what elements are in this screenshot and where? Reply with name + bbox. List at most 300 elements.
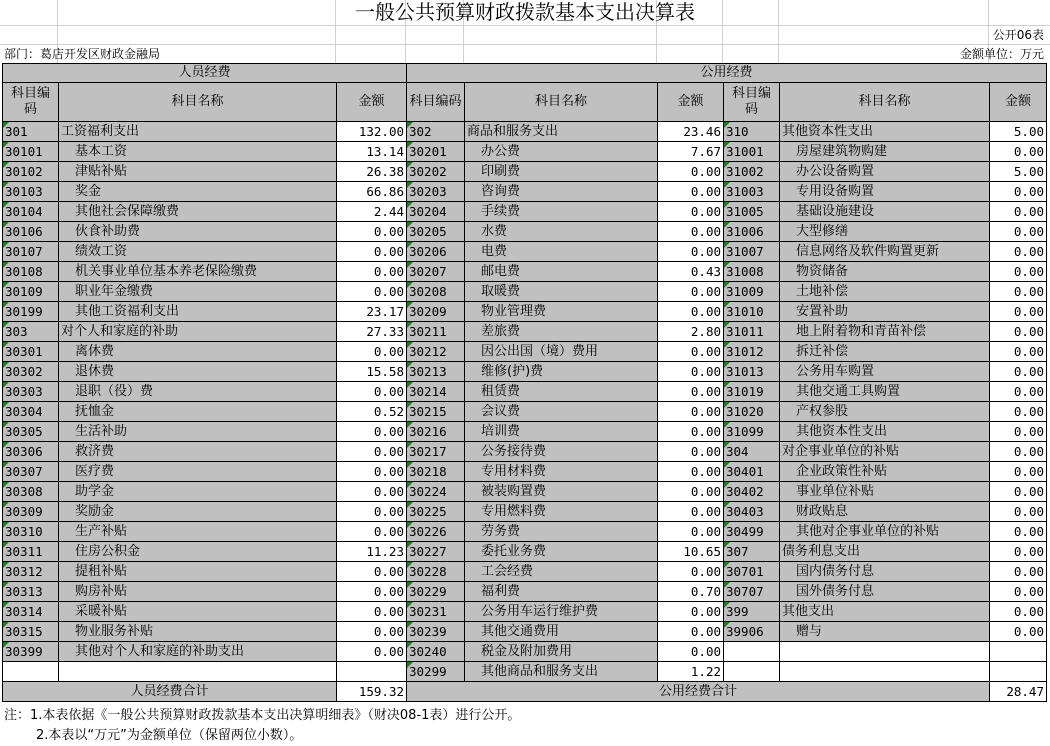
- subject-code-cell: 30203: [407, 182, 465, 202]
- subject-code-cell: [724, 662, 780, 682]
- subject-code-cell: 31013: [724, 362, 780, 382]
- amount-cell: 0.00: [658, 482, 724, 502]
- subject-name-cell: 咨询费: [465, 182, 658, 202]
- form-number: 公开06表: [992, 28, 1044, 42]
- table-row: [3, 222, 1047, 242]
- amount-cell: 0.00: [990, 442, 1047, 462]
- public-total-label: 公用经费合计: [407, 682, 990, 702]
- personnel-total-label: 人员经费合计: [3, 682, 337, 702]
- expenditure-table: [2, 63, 1047, 702]
- amount-cell: 0.00: [990, 482, 1047, 502]
- amount-cell: 2.80: [658, 322, 724, 342]
- subject-name-cell: 拆迁补偿: [780, 342, 990, 362]
- subject-code-cell: 30205: [407, 222, 465, 242]
- subject-code-cell: 30301: [3, 342, 59, 362]
- amount-cell: 0.00: [658, 462, 724, 482]
- subject-code-cell: 31001: [724, 142, 780, 162]
- subject-name-cell: 赠与: [780, 622, 990, 642]
- subject-name-cell: 邮电费: [465, 262, 658, 282]
- table-row: [3, 622, 1047, 642]
- subject-code-cell: 30101: [3, 142, 59, 162]
- subject-code-cell: 30217: [407, 442, 465, 462]
- report-title: 一般公共预算财政拨款基本支出决算表: [355, 0, 695, 24]
- subject-name-cell: 工资福利支出: [59, 122, 337, 142]
- subject-name-cell: 劳务费: [465, 522, 658, 542]
- subject-code-cell: 31005: [724, 202, 780, 222]
- amount-header: 金额: [658, 83, 724, 122]
- subject-code-cell: 30108: [3, 262, 59, 282]
- subject-name-cell: 企业政策性补贴: [780, 462, 990, 482]
- subject-code-cell: 30227: [407, 542, 465, 562]
- table-row: [3, 562, 1047, 582]
- subject-name-cell: 其他对企事业单位的补贴: [780, 522, 990, 542]
- amount-cell: 0.00: [658, 162, 724, 182]
- amount-cell: 0.00: [990, 622, 1047, 642]
- name-header: 科目名称: [59, 83, 337, 122]
- subject-name-cell: 其他对个人和家庭的补助支出: [59, 642, 337, 662]
- subject-code-cell: 30214: [407, 382, 465, 402]
- subject-code-cell: 30403: [724, 502, 780, 522]
- subject-name-cell: 信息网络及软件购置更新: [780, 242, 990, 262]
- amount-cell: 0.00: [337, 502, 407, 522]
- amount-cell: 0.00: [990, 262, 1047, 282]
- amount-cell: 66.86: [337, 182, 407, 202]
- subject-name-cell: 专用材料费: [465, 462, 658, 482]
- amount-cell: 0.00: [990, 242, 1047, 262]
- subject-name-cell: 专用燃料费: [465, 502, 658, 522]
- subject-code-cell: 30305: [3, 422, 59, 442]
- amount-cell: 0.00: [337, 222, 407, 242]
- amount-cell: 5.00: [990, 122, 1047, 142]
- code-header: 科目编码: [3, 83, 59, 122]
- amount-cell: 0.00: [990, 402, 1047, 422]
- amount-cell: 0.00: [990, 222, 1047, 242]
- amount-cell: 13.14: [337, 142, 407, 162]
- subject-code-cell: 30707: [724, 582, 780, 602]
- subject-name-cell: 手续费: [465, 202, 658, 222]
- subject-name-cell: 基础设施建设: [780, 202, 990, 222]
- table-row: [3, 502, 1047, 522]
- subject-code-cell: 307: [724, 542, 780, 562]
- code-header: 科目编码: [407, 83, 465, 122]
- subject-code-cell: [3, 662, 59, 682]
- table-row: [3, 202, 1047, 222]
- subject-code-cell: 31003: [724, 182, 780, 202]
- amount-cell: 0.00: [337, 422, 407, 442]
- subject-name-cell: 工会经费: [465, 562, 658, 582]
- subject-name-cell: 电费: [465, 242, 658, 262]
- subject-code-cell: 30312: [3, 562, 59, 582]
- subject-code-cell: 31002: [724, 162, 780, 182]
- subject-name-cell: 商品和服务支出: [465, 122, 658, 142]
- subject-name-cell: 大型修缮: [780, 222, 990, 242]
- subject-name-cell: 差旅费: [465, 322, 658, 342]
- subject-name-cell: 水费: [465, 222, 658, 242]
- table-row: [3, 642, 1047, 662]
- subject-code-cell: 30202: [407, 162, 465, 182]
- subject-code-cell: 30204: [407, 202, 465, 222]
- grid-line: [0, 25, 1050, 26]
- amount-cell: 0.00: [658, 182, 724, 202]
- amount-cell: 0.00: [337, 342, 407, 362]
- subject-name-cell: [780, 662, 990, 682]
- amount-cell: 0.00: [658, 362, 724, 382]
- subject-code-cell: 30239: [407, 622, 465, 642]
- subject-code-cell: 30304: [3, 402, 59, 422]
- table-row: [3, 382, 1047, 402]
- amount-cell: 0.00: [337, 522, 407, 542]
- subject-code-cell: 31008: [724, 262, 780, 282]
- table-row: [3, 422, 1047, 442]
- public-total-value: 28.47: [990, 682, 1047, 702]
- subject-name-cell: 生活补助: [59, 422, 337, 442]
- amount-cell: 0.70: [658, 582, 724, 602]
- amount-cell: 0.00: [658, 222, 724, 242]
- amount-cell: 0.00: [990, 322, 1047, 342]
- subject-code-cell: 39906: [724, 622, 780, 642]
- amount-cell: 0.00: [337, 642, 407, 662]
- subject-name-cell: 其他工资福利支出: [59, 302, 337, 322]
- amount-cell: 0.00: [658, 422, 724, 442]
- subject-code-cell: 31012: [724, 342, 780, 362]
- subject-code-cell: 31010: [724, 302, 780, 322]
- subject-code-cell: 30402: [724, 482, 780, 502]
- amount-cell: 0.00: [990, 602, 1047, 622]
- subject-name-cell: 伙食补助费: [59, 222, 337, 242]
- subject-name-cell: 津贴补贴: [59, 162, 337, 182]
- subject-name-cell: 会议费: [465, 402, 658, 422]
- table-row: [3, 302, 1047, 322]
- subject-name-cell: 机关事业单位基本养老保险缴费: [59, 262, 337, 282]
- amount-cell: 0.00: [658, 202, 724, 222]
- amount-cell: 0.00: [658, 442, 724, 462]
- subject-code-cell: 30207: [407, 262, 465, 282]
- amount-cell: 0.00: [990, 502, 1047, 522]
- subject-name-cell: 租赁费: [465, 382, 658, 402]
- amount-cell: 0.43: [658, 262, 724, 282]
- table-row: [3, 402, 1047, 422]
- amount-cell: 0.00: [990, 582, 1047, 602]
- subject-name-cell: 其他社会保障缴费: [59, 202, 337, 222]
- table-row: [3, 462, 1047, 482]
- amount-cell: 0.00: [337, 582, 407, 602]
- table-row: [3, 142, 1047, 162]
- subject-code-cell: [724, 642, 780, 662]
- subject-name-cell: 职业年金缴费: [59, 282, 337, 302]
- subject-name-cell: 房屋建筑物购建: [780, 142, 990, 162]
- subject-code-cell: 30103: [3, 182, 59, 202]
- subject-code-cell: 30104: [3, 202, 59, 222]
- subject-name-cell: 办公设备购置: [780, 162, 990, 182]
- subject-name-cell: 医疗费: [59, 462, 337, 482]
- subject-name-cell: 债务利息支出: [780, 542, 990, 562]
- subject-name-cell: 福利费: [465, 582, 658, 602]
- subject-code-cell: 30216: [407, 422, 465, 442]
- amount-cell: 0.00: [658, 522, 724, 542]
- subject-name-cell: 印刷费: [465, 162, 658, 182]
- amount-cell: 27.33: [337, 322, 407, 342]
- subject-code-cell: 30209: [407, 302, 465, 322]
- table-row: [3, 162, 1047, 182]
- subject-code-cell: 30240: [407, 642, 465, 662]
- subject-name-cell: 退休费: [59, 362, 337, 382]
- subject-code-cell: 31006: [724, 222, 780, 242]
- subject-name-cell: 基本工资: [59, 142, 337, 162]
- amount-cell: [990, 642, 1047, 662]
- subject-name-cell: 因公出国（境）费用: [465, 342, 658, 362]
- amount-cell: 0.00: [990, 202, 1047, 222]
- subject-code-cell: 30199: [3, 302, 59, 322]
- amount-cell: 0.00: [990, 142, 1047, 162]
- subject-name-cell: [780, 642, 990, 662]
- subject-code-cell: 302: [407, 122, 465, 142]
- subject-code-cell: 30309: [3, 502, 59, 522]
- subject-name-cell: 对企事业单位的补贴: [780, 442, 990, 462]
- subject-name-cell: 绩效工资: [59, 242, 337, 262]
- subject-name-cell: 土地补偿: [780, 282, 990, 302]
- amount-cell: 0.00: [337, 562, 407, 582]
- name-header: 科目名称: [465, 83, 658, 122]
- subject-name-cell: 国外债务付息: [780, 582, 990, 602]
- subject-code-cell: 30310: [3, 522, 59, 542]
- amount-cell: 0.00: [658, 602, 724, 622]
- amount-cell: 0.00: [337, 262, 407, 282]
- subject-name-cell: 采暖补贴: [59, 602, 337, 622]
- subject-name-cell: 物资储备: [780, 262, 990, 282]
- amount-cell: 0.00: [337, 602, 407, 622]
- subject-name-cell: 救济费: [59, 442, 337, 462]
- amount-cell: 0.00: [337, 282, 407, 302]
- subject-name-cell: 培训费: [465, 422, 658, 442]
- subject-code-cell: 304: [724, 442, 780, 462]
- amount-cell: 132.00: [337, 122, 407, 142]
- subject-name-cell: 维修(护)费: [465, 362, 658, 382]
- subject-name-cell: 奖金: [59, 182, 337, 202]
- amount-cell: 5.00: [990, 162, 1047, 182]
- subject-name-cell: 地上附着物和青苗补偿: [780, 322, 990, 342]
- subject-code-cell: 30701: [724, 562, 780, 582]
- amount-cell: 0.00: [658, 402, 724, 422]
- table-row: [3, 662, 1047, 682]
- amount-cell: 0.00: [990, 342, 1047, 362]
- subject-code-cell: 301: [3, 122, 59, 142]
- amount-cell: 11.23: [337, 542, 407, 562]
- subject-code-cell: 30201: [407, 142, 465, 162]
- subject-code-cell: 30211: [407, 322, 465, 342]
- amount-cell: 0.00: [337, 382, 407, 402]
- subject-name-cell: 奖励金: [59, 502, 337, 522]
- amount-cell: 0.00: [990, 542, 1047, 562]
- subject-code-cell: 30109: [3, 282, 59, 302]
- table-row: [3, 182, 1047, 202]
- amount-cell: 15.58: [337, 362, 407, 382]
- subject-name-cell: 事业单位补贴: [780, 482, 990, 502]
- amount-cell: 0.00: [990, 422, 1047, 442]
- amount-header: 金额: [337, 83, 407, 122]
- unit-label: 金额单位：万元: [959, 47, 1044, 61]
- amount-cell: 26.38: [337, 162, 407, 182]
- subject-name-cell: 提租补贴: [59, 562, 337, 582]
- subject-code-cell: 303: [3, 322, 59, 342]
- subject-code-cell: 30229: [407, 582, 465, 602]
- table-row: [3, 242, 1047, 262]
- amount-cell: 0.00: [990, 282, 1047, 302]
- subject-code-cell: 30215: [407, 402, 465, 422]
- subject-name-cell: 其他资本性支出: [780, 122, 990, 142]
- subject-name-cell: 物业服务补贴: [59, 622, 337, 642]
- subject-name-cell: 被装购置费: [465, 482, 658, 502]
- subject-code-cell: 30212: [407, 342, 465, 362]
- subject-code-cell: 31099: [724, 422, 780, 442]
- table-row: [3, 322, 1047, 342]
- subject-code-cell: 30225: [407, 502, 465, 522]
- amount-cell: 0.00: [337, 242, 407, 262]
- subject-name-cell: 财政贴息: [780, 502, 990, 522]
- table-row: [3, 482, 1047, 502]
- subject-name-cell: 其他支出: [780, 602, 990, 622]
- subject-code-cell: 30307: [3, 462, 59, 482]
- amount-header: 金额: [990, 83, 1047, 122]
- subject-name-cell: 公务用车购置: [780, 362, 990, 382]
- subject-name-cell: 离休费: [59, 342, 337, 362]
- subject-code-cell: 30228: [407, 562, 465, 582]
- table-row: [3, 542, 1047, 562]
- subject-name-cell: 取暖费: [465, 282, 658, 302]
- note-line-2: 2.本表以“万元”为金额单位（保留两位小数）。: [36, 728, 303, 743]
- subject-code-cell: 30401: [724, 462, 780, 482]
- subject-code-cell: 30311: [3, 542, 59, 562]
- subject-code-cell: 30106: [3, 222, 59, 242]
- subject-code-cell: 30226: [407, 522, 465, 542]
- subject-name-cell: 其他商品和服务支出: [465, 662, 658, 682]
- amount-cell: 0.00: [658, 242, 724, 262]
- subject-name-cell: 抚恤金: [59, 402, 337, 422]
- subject-name-cell: 物业管理费: [465, 302, 658, 322]
- amount-cell: 0.00: [990, 302, 1047, 322]
- subject-code-cell: 30314: [3, 602, 59, 622]
- amount-cell: 0.00: [658, 302, 724, 322]
- amount-cell: 0.00: [658, 642, 724, 662]
- subject-name-cell: 生产补贴: [59, 522, 337, 542]
- subject-code-cell: 30213: [407, 362, 465, 382]
- department-label: 部门：葛店开发区财政金融局: [4, 47, 161, 61]
- subject-name-cell: 退职（役）费: [59, 382, 337, 402]
- subject-name-cell: 委托业务费: [465, 542, 658, 562]
- amount-cell: 2.44: [337, 202, 407, 222]
- amount-cell: 0.00: [990, 462, 1047, 482]
- table-row: [3, 282, 1047, 302]
- subject-name-cell: 专用设备购置: [780, 182, 990, 202]
- table-row: [3, 582, 1047, 602]
- subject-code-cell: 31020: [724, 402, 780, 422]
- subject-code-cell: 30306: [3, 442, 59, 462]
- subject-code-cell: 30107: [3, 242, 59, 262]
- subject-code-cell: 30206: [407, 242, 465, 262]
- subject-code-cell: 30303: [3, 382, 59, 402]
- amount-cell: [337, 662, 407, 682]
- subject-code-cell: 30218: [407, 462, 465, 482]
- subject-code-cell: 30302: [3, 362, 59, 382]
- subject-code-cell: 31019: [724, 382, 780, 402]
- subject-code-cell: 31009: [724, 282, 780, 302]
- table-row: [3, 442, 1047, 462]
- subject-code-cell: 30315: [3, 622, 59, 642]
- amount-cell: 1.22: [658, 662, 724, 682]
- subject-code-cell: 30399: [3, 642, 59, 662]
- subject-code-cell: 30224: [407, 482, 465, 502]
- amount-cell: 0.00: [658, 342, 724, 362]
- subject-name-cell: [59, 662, 337, 682]
- subject-name-cell: 住房公积金: [59, 542, 337, 562]
- name-header: 科目名称: [780, 83, 990, 122]
- subject-name-cell: 其他交通费用: [465, 622, 658, 642]
- subject-name-cell: 安置补助: [780, 302, 990, 322]
- subject-name-cell: 国内债务付息: [780, 562, 990, 582]
- subject-code-cell: 31011: [724, 322, 780, 342]
- subject-code-cell: 30231: [407, 602, 465, 622]
- subject-code-cell: 31007: [724, 242, 780, 262]
- code-header: 科目编码: [724, 83, 780, 122]
- subject-code-cell: 310: [724, 122, 780, 142]
- table-row: [3, 262, 1047, 282]
- subject-name-cell: 办公费: [465, 142, 658, 162]
- amount-cell: 0.00: [658, 562, 724, 582]
- amount-cell: 0.00: [990, 182, 1047, 202]
- subject-name-cell: 税金及附加费用: [465, 642, 658, 662]
- public-section-header: 公用经费: [407, 64, 1047, 83]
- amount-cell: 0.52: [337, 402, 407, 422]
- amount-cell: 0.00: [990, 382, 1047, 402]
- amount-cell: 0.00: [337, 462, 407, 482]
- subject-code-cell: 30299: [407, 662, 465, 682]
- note-line-1: 注：1.本表依据《一般公共预算财政拨款基本支出决算明细表》（财决08-1表）进行公开。: [4, 708, 521, 723]
- table-row: [3, 122, 1047, 142]
- amount-cell: 10.65: [658, 542, 724, 562]
- amount-cell: 0.00: [658, 502, 724, 522]
- amount-cell: 23.17: [337, 302, 407, 322]
- table-row: [3, 522, 1047, 542]
- amount-cell: 0.00: [658, 382, 724, 402]
- subject-code-cell: 30499: [724, 522, 780, 542]
- subject-code-cell: 399: [724, 602, 780, 622]
- table-row: [3, 342, 1047, 362]
- amount-cell: 0.00: [337, 482, 407, 502]
- personnel-section-header: 人员经费: [3, 64, 407, 83]
- amount-cell: 0.00: [337, 622, 407, 642]
- amount-cell: 0.00: [658, 622, 724, 642]
- subject-code-cell: 30313: [3, 582, 59, 602]
- subject-code-cell: 30208: [407, 282, 465, 302]
- amount-cell: 23.46: [658, 122, 724, 142]
- subject-name-cell: 其他资本性支出: [780, 422, 990, 442]
- subject-name-cell: 购房补贴: [59, 582, 337, 602]
- subject-name-cell: 公务用车运行维护费: [465, 602, 658, 622]
- amount-cell: 0.00: [990, 562, 1047, 582]
- amount-cell: [990, 662, 1047, 682]
- personnel-total-value: 159.32: [337, 682, 407, 702]
- table-row: [3, 602, 1047, 622]
- subject-code-cell: 30102: [3, 162, 59, 182]
- subject-name-cell: 助学金: [59, 482, 337, 502]
- amount-cell: 0.00: [990, 362, 1047, 382]
- amount-cell: 0.00: [337, 442, 407, 462]
- amount-cell: 0.00: [658, 282, 724, 302]
- subject-name-cell: 其他交通工具购置: [780, 382, 990, 402]
- subject-name-cell: 产权参股: [780, 402, 990, 422]
- subject-code-cell: 30308: [3, 482, 59, 502]
- amount-cell: 0.00: [990, 522, 1047, 542]
- table-row: [3, 362, 1047, 382]
